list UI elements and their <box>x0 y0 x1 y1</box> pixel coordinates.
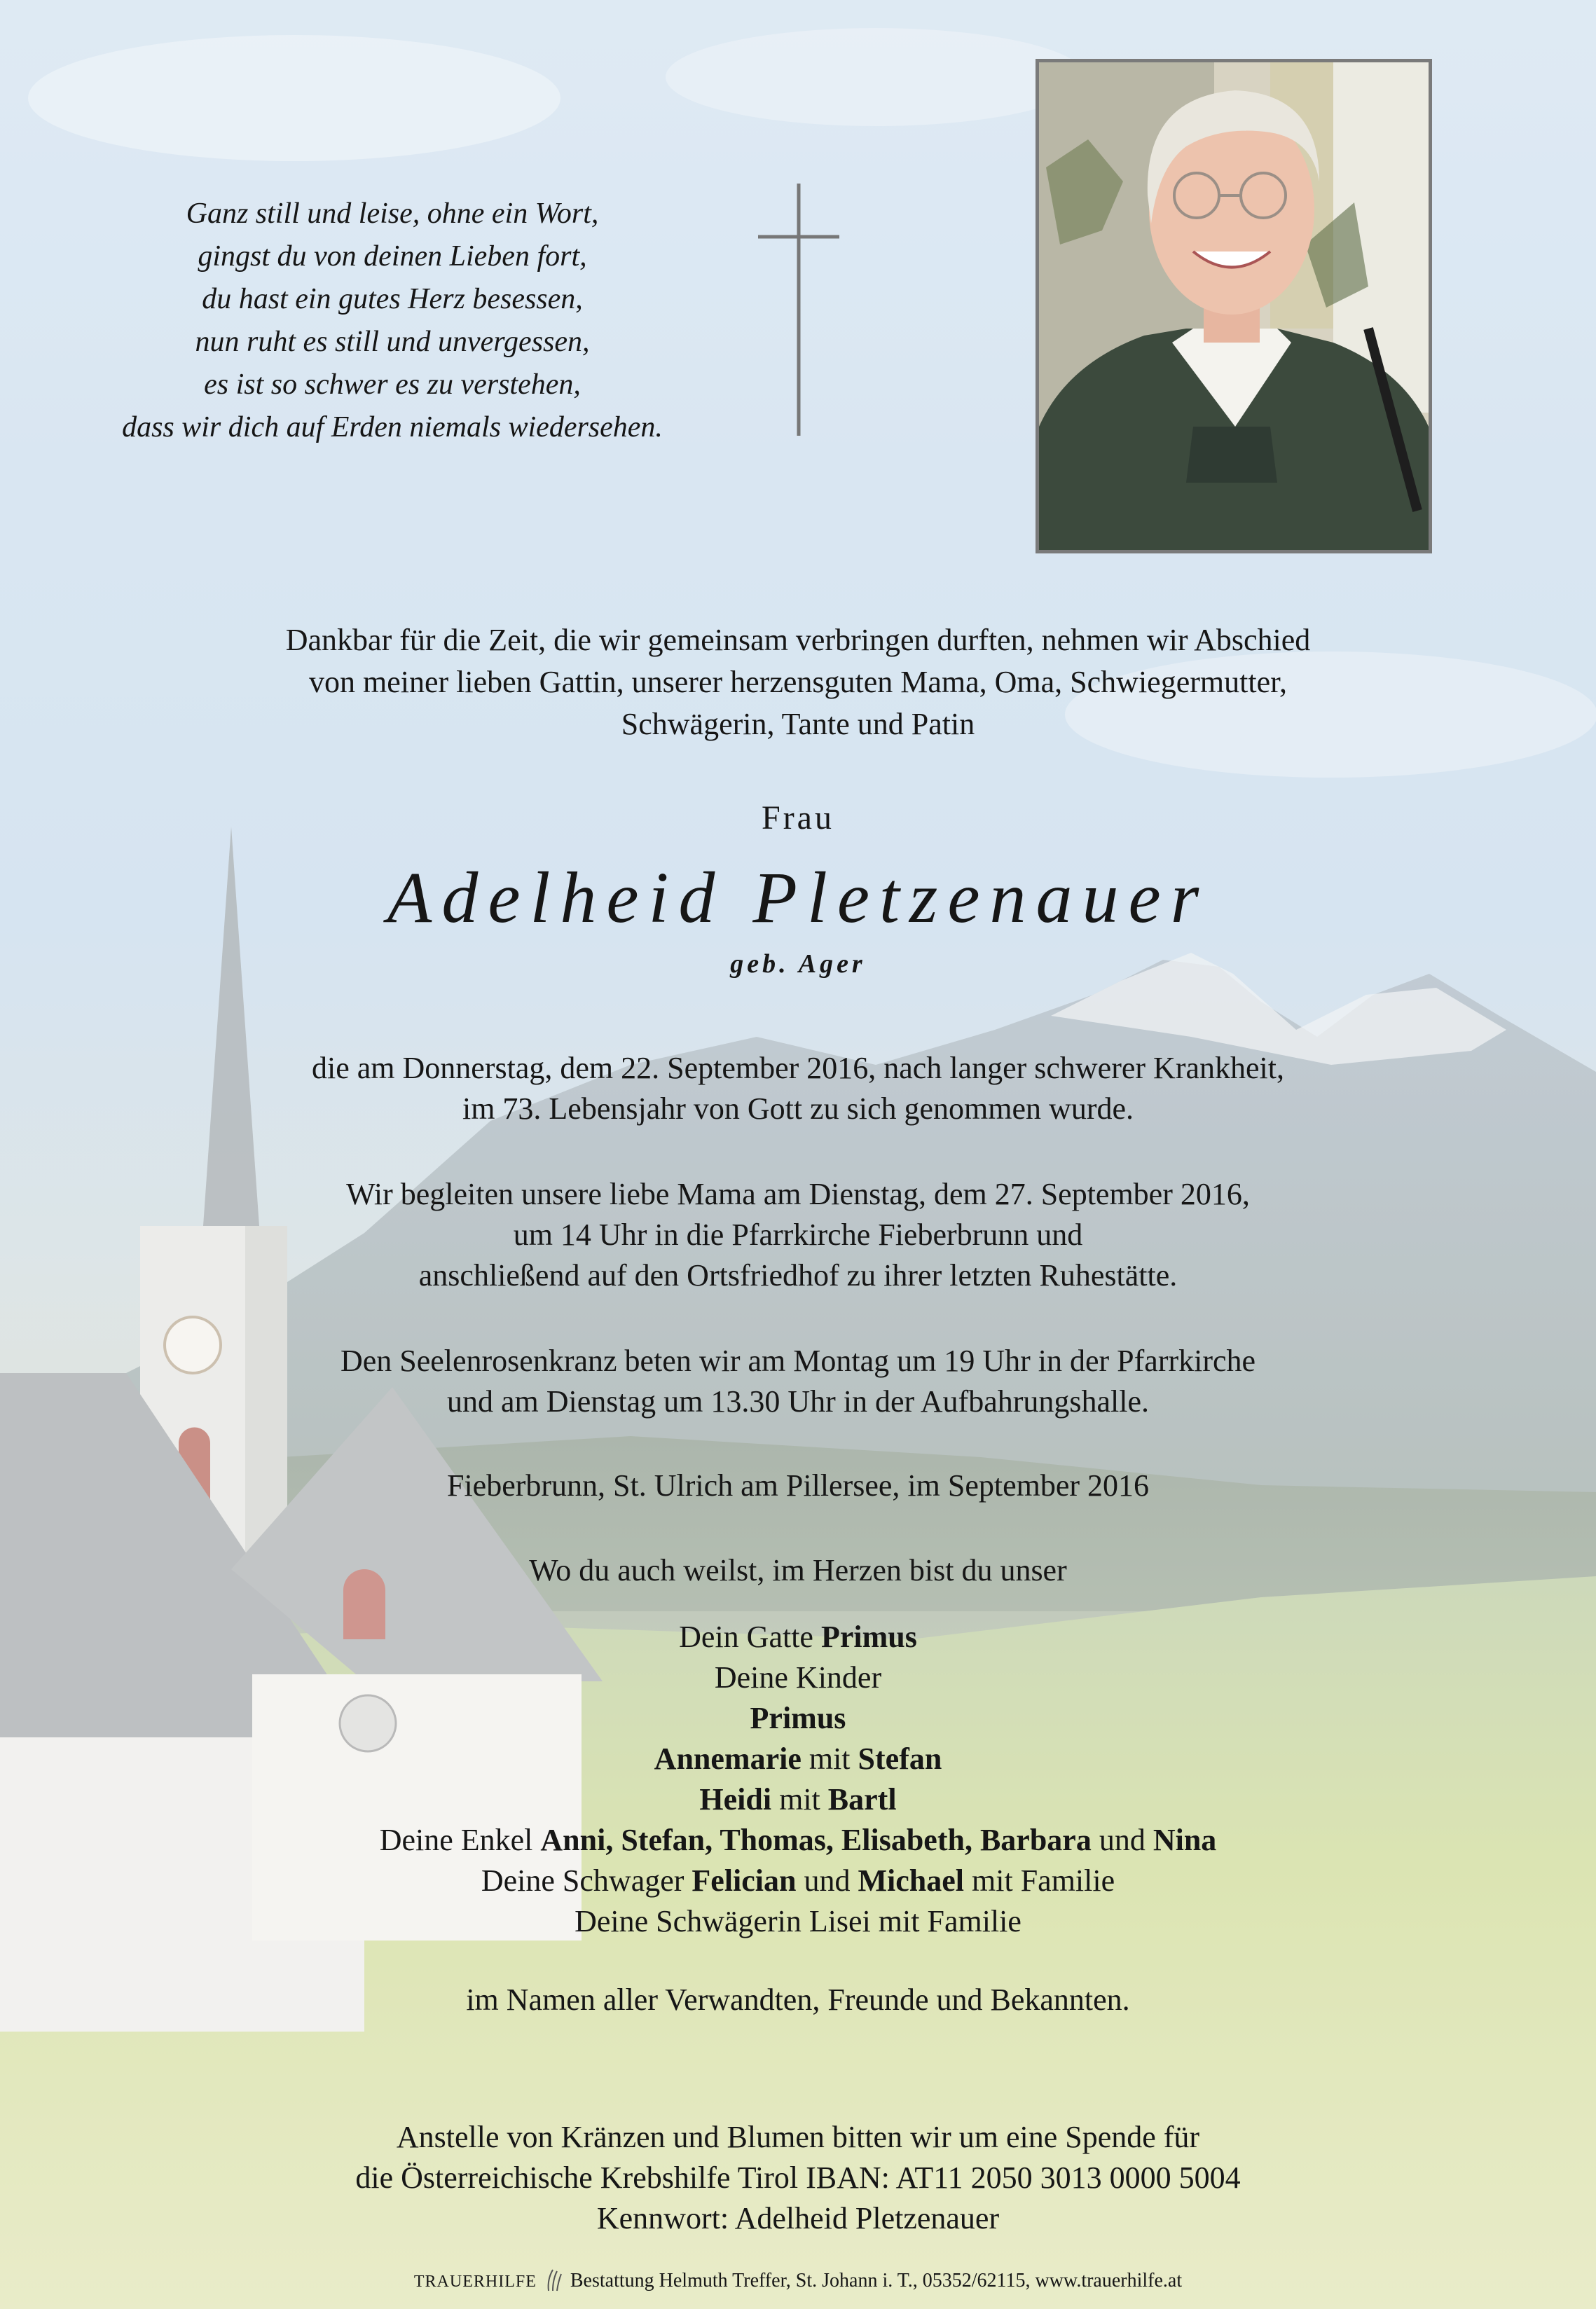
child-name: Annemarie <box>654 1742 802 1776</box>
poem-line: du hast ein gutes Herz besessen, <box>202 283 583 315</box>
grandchildren-label: Deine Enkel <box>379 1823 533 1857</box>
funeral-info <box>0 1174 1596 1296</box>
rosary-line: und am Dienstag um 13.30 Uhr in der Aufbahrungshalle. <box>446 1384 1150 1419</box>
intro-line: Dankbar für die Zeit, die wir gemeinsam verbringen durften, nehmen wir Abschied <box>285 623 1311 657</box>
rosary-line: Den Seelenrosenkranz beten wir am Montag um 19 Uhr in der Pfarrkirche <box>340 1344 1256 1378</box>
poem <box>56 193 729 449</box>
farewell-line: Wo du auch weilst, im Herzen bist du unser <box>529 1553 1067 1587</box>
poem-line: Ganz still und leise, ohne ein Wort, <box>186 198 599 230</box>
footer-brand: TRAUERHILFE <box>413 2273 537 2291</box>
intro-line: von meiner lieben Gattin, unserer herzensguten Mama, Oma, Schwiegermutter, <box>309 665 1287 699</box>
on-behalf-line: im Namen aller Verwandten, Freunde und Bekannten. <box>466 1983 1130 2017</box>
cross-icon <box>757 184 841 436</box>
poem-line: gingst du von deinen Lieben fort, <box>198 240 587 273</box>
footer-text: Bestattung Helmuth Treffer, St. Johann i. T., 05352/62115, www.trauerhilfe.at <box>570 2270 1183 2291</box>
child-name: Heidi <box>699 1782 772 1817</box>
with-word: mit <box>809 1742 851 1776</box>
child-line <box>0 1698 1596 1739</box>
brothers-in-law-label: Deine Schwager <box>481 1863 685 1898</box>
death-line: im 73. Lebensjahr von Gott zu sich genommen wurde. <box>462 1091 1134 1126</box>
poem-line: dass wir dich auf Erden niemals wiedersehen. <box>122 411 663 443</box>
grandchildren-names: Anni, Stefan, Thomas, Elisabeth, Barbara <box>540 1823 1092 1857</box>
spouse-name: Primus <box>820 1620 917 1654</box>
footer <box>0 2267 1596 2292</box>
and-word: und <box>804 1863 851 1898</box>
salutation: Frau <box>762 799 834 836</box>
spouse-label: Dein Gatte <box>679 1620 813 1654</box>
donation-line: Kennwort: Adelheid Pletzenauer <box>596 2201 1000 2235</box>
child-line <box>0 1739 1596 1779</box>
brothers-in-law-line <box>0 1861 1596 1901</box>
with-family-text: mit Familie <box>972 1863 1115 1898</box>
donation-line: Anstelle von Kränzen und Blumen bitten wir um eine Spende für <box>396 2120 1200 2154</box>
child-name: Primus <box>750 1701 846 1735</box>
intro-text <box>0 619 1596 745</box>
intro-line: Schwägerin, Tante und Patin <box>621 707 975 741</box>
child-line <box>0 1779 1596 1820</box>
brother-in-law-name: Michael <box>858 1863 965 1898</box>
place-date: Fieberbrunn, St. Ulrich am Pillersee, im September 2016 <box>446 1468 1150 1503</box>
death-line: die am Donnerstag, dem 22. September 2016, nach langer schwerer Krankheit, <box>312 1051 1284 1085</box>
donation-line: die Österreichische Krebshilfe Tirol IBAN: AT11 2050 3013 0000 5004 <box>355 2160 1241 2195</box>
with-word: mit <box>779 1782 820 1817</box>
funeral-line: anschließend auf den Ortsfriedhof zu ihrer letzten Ruhestätte. <box>418 1258 1178 1293</box>
children-label: Deine Kinder <box>714 1660 882 1695</box>
spouse-line <box>0 1617 1596 1657</box>
brother-in-law-name: Felician <box>692 1863 797 1898</box>
family-list <box>0 1617 1596 1942</box>
poem-line: nun ruht es still und unvergessen, <box>195 326 590 358</box>
death-announcement <box>0 1048 1596 1129</box>
donation-request <box>0 2117 1596 2239</box>
partner-name: Bartl <box>827 1782 897 1817</box>
deceased-name: Adelheid Pletzenauer <box>387 857 1209 938</box>
sister-in-law-line: Deine Schwägerin Lisei mit Familie <box>575 1904 1021 1938</box>
poem-line: es ist so schwer es zu verstehen, <box>204 368 581 401</box>
and-word: und <box>1099 1823 1146 1857</box>
maiden-name: geb. Ager <box>730 949 866 979</box>
funeral-logo-icon <box>544 2267 563 2292</box>
funeral-line: um 14 Uhr in die Pfarrkirche Fieberbrunn und <box>513 1218 1083 1252</box>
grandchild-name: Nina <box>1153 1823 1217 1857</box>
grandchildren-line <box>0 1820 1596 1861</box>
rosary-info <box>0 1341 1596 1422</box>
funeral-line: Wir begleiten unsere liebe Mama am Dienstag, dem 27. September 2016, <box>346 1177 1250 1211</box>
partner-name: Stefan <box>858 1742 942 1776</box>
portrait-photo <box>1036 59 1432 553</box>
